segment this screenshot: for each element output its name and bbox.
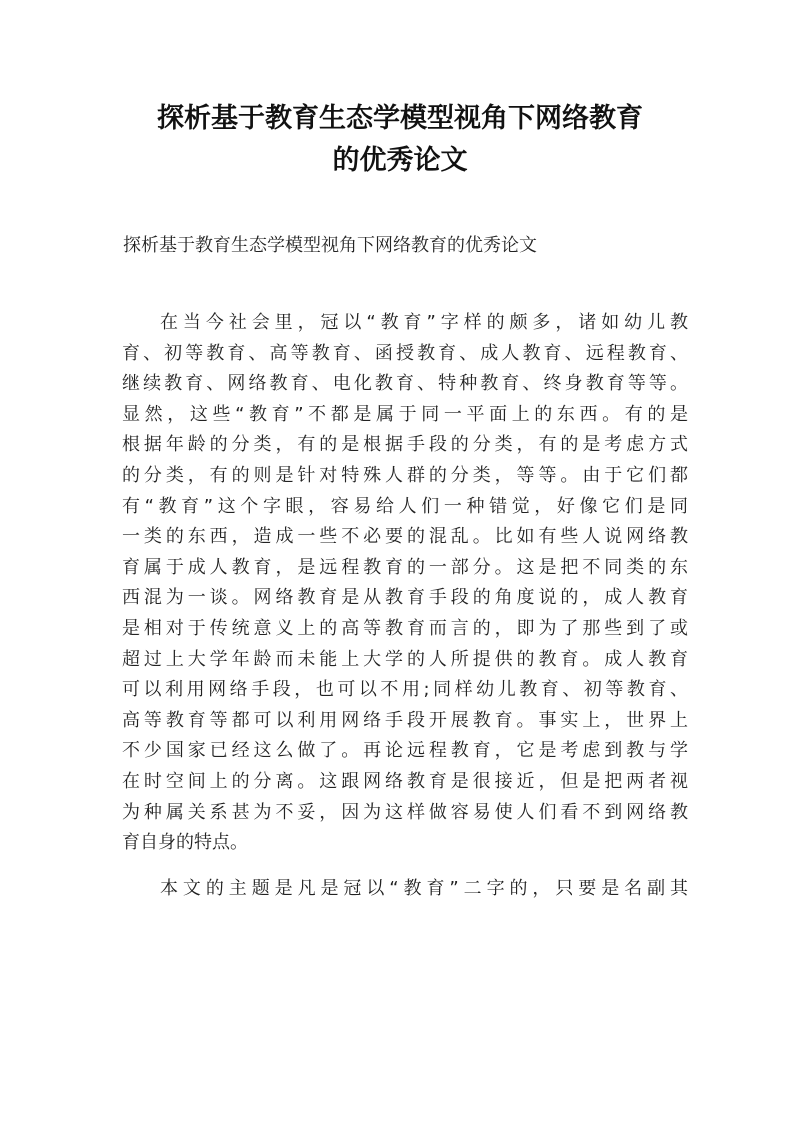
document-body	[122, 308, 688, 904]
paragraph-line: 育属于成人教育，是远程教育的一部分。这是把不同类的东	[122, 556, 688, 578]
paragraph-line: 在当今社会里，冠以“教育”字样的颇多，诸如幼儿教	[160, 312, 688, 333]
paragraph-line: 可以利用网络手段，也可以不用;同样幼儿教育、初等教育、	[122, 679, 688, 701]
paragraph-line: 在时空间上的分离。这跟网络教育是很接近，但是把两者视	[122, 770, 688, 792]
paragraph-line: 为种属关系甚为不妥，因为这样做容易使人们看不到网络教	[122, 801, 688, 823]
paragraph-line: 超过上大学年龄而未能上大学的人所提供的教育。成人教育	[122, 648, 688, 670]
paragraph-line: 有“教育”这个字眼，容易给人们一种错觉，好像它们是同	[122, 495, 688, 517]
paragraph-line: 高等教育等都可以利用网络手段开展教育。事实上，世界上	[122, 709, 688, 731]
paragraph-line: 不少国家已经这么做了。再论远程教育，它是考虑到教与学	[122, 740, 688, 762]
paragraph-line: 育、初等教育、高等教育、函授教育、成人教育、远程教育、	[122, 342, 688, 364]
paragraph-line: 根据年龄的分类，有的是根据手段的分类，有的是考虑方式	[122, 434, 688, 456]
paragraph-1	[122, 308, 688, 859]
paragraph-line: 继续教育、网络教育、电化教育、特种教育、终身教育等等。	[122, 373, 688, 395]
paragraph-2	[122, 874, 688, 905]
paragraph-line: 西混为一谈。网络教育是从教育手段的角度说的，成人教育	[122, 587, 688, 609]
document-subtitle: 探析基于教育生态学模型视角下网络教育的优秀论文	[123, 235, 537, 256]
paragraph-line: 育自身的特点。	[122, 832, 248, 854]
document-title	[100, 98, 700, 182]
paragraph-line: 的分类，有的则是针对特殊人群的分类，等等。由于它们都	[122, 464, 688, 486]
paragraph-line: 本文的主题是凡是冠以“教育”二字的，只要是名副其	[160, 877, 688, 899]
paragraph-spacer	[122, 859, 688, 874]
title-line-1: 探析基于教育生态学模型视角下网络教育	[157, 103, 643, 134]
paragraph-line: 是相对于传统意义上的高等教育而言的，即为了那些到了或	[122, 617, 688, 639]
paragraph-line: 显然，这些“教育”不都是属于同一平面上的东西。有的是	[122, 403, 688, 425]
paragraph-line: 一类的东西，造成一些不必要的混乱。比如有些人说网络教	[122, 526, 688, 548]
title-line-2: 的优秀论文	[332, 145, 468, 176]
